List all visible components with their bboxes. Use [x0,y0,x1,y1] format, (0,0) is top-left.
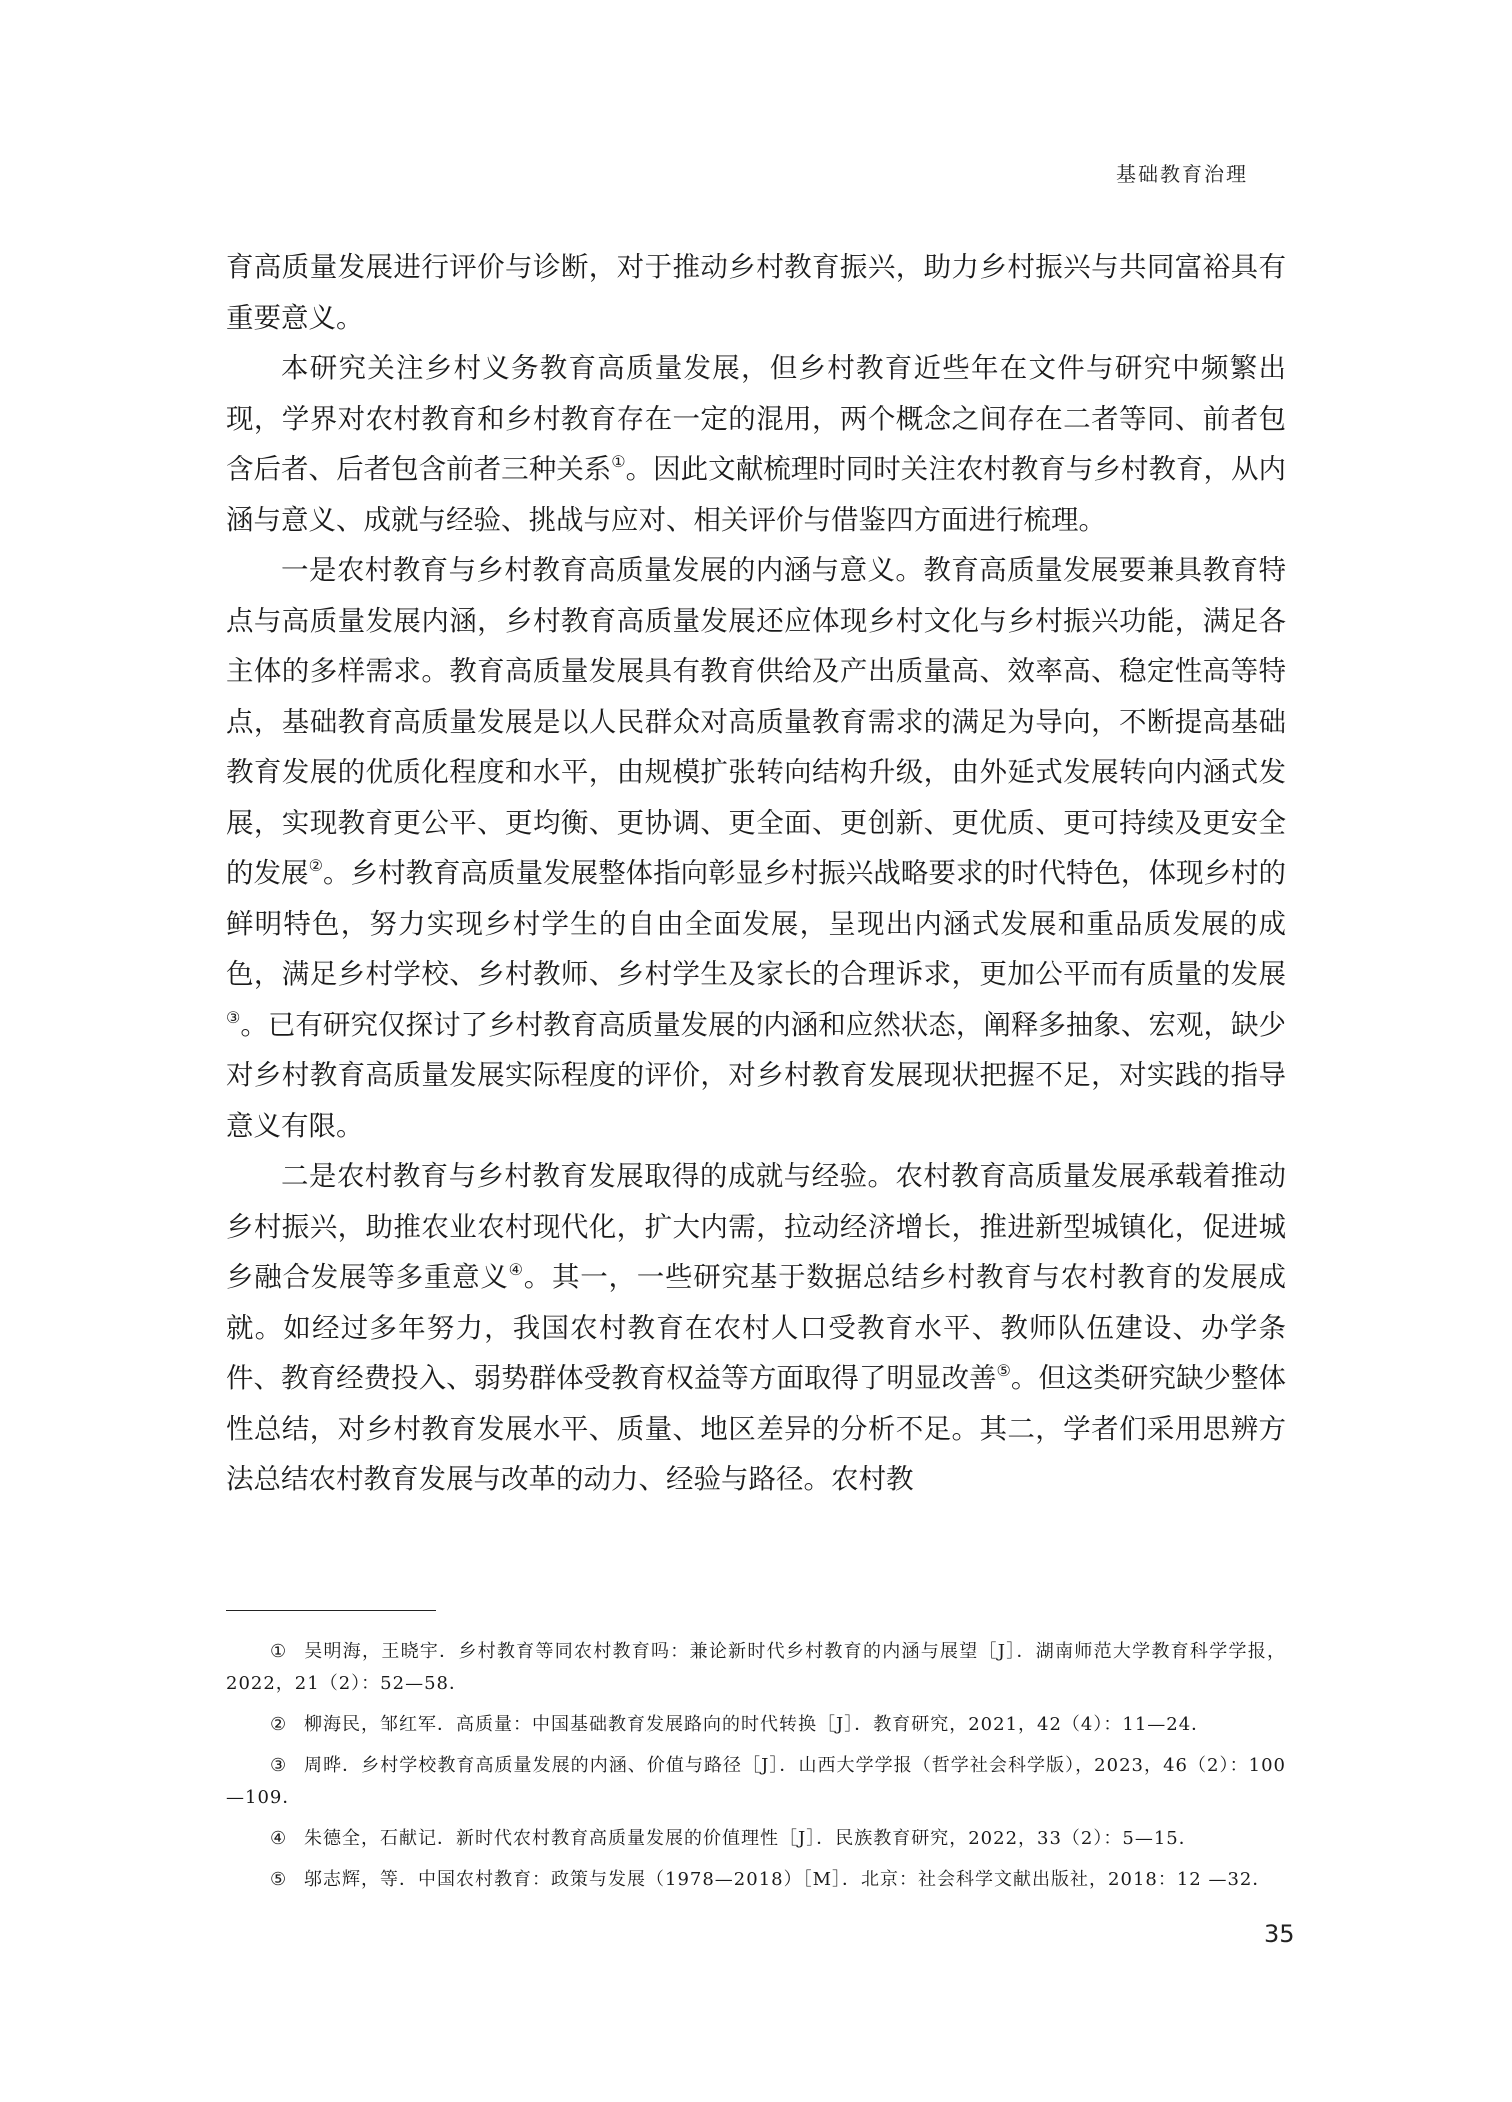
running-header: 基础教育治理 [1116,162,1248,186]
footnotes [226,1636,1286,1905]
footnote-text: 周晔．乡村学校教育高质量发展的内涵、价值与路径［J］．山西大学学报（哲学社会科学版），2023，46（2）：100—109． [226,1755,1286,1808]
paragraph-connotation [226,545,1286,1151]
body-text [226,242,1286,1505]
footnote-mark: ⑤ [270,1869,288,1890]
footnote [226,1750,1286,1814]
paragraph-text: 育高质量发展进行评价与诊断，对于推动乡村教育振兴，助力乡村振兴与共同富裕具有重要意义。 [226,251,1286,334]
footnote-divider [226,1610,436,1611]
footnote-ref[interactable]: ② [308,856,323,875]
paragraph-text: 。因此文献梳理时同时关注农村教育与乡村教育，从内涵与意义、成就与经验、挑战与应对、相关评价与借鉴四方面进行梳理。 [226,453,1287,536]
footnote [226,1823,1286,1855]
paragraph-research-scope [226,343,1286,545]
footnote-ref[interactable]: ③ [226,1007,241,1027]
footnote [226,1636,1286,1700]
paragraph-text: 二是农村教育与乡村教育发展取得的成就与经验。农村教育高质量发展承载着推动乡村振兴，助推农业农村现代化，扩大内需，拉动经济增长，推进新型城镇化，促进城乡融合发展等多重意义 [226,1160,1286,1293]
footnote-mark: ② [270,1714,288,1735]
footnote-text: 朱德全，石献记．新时代农村教育高质量发展的价值理性［J］．民族教育研究，2022，33（2）：5—15． [304,1828,1198,1849]
paragraph-text: 。乡村教育高质量发展整体指向彰显乡村振兴战略要求的时代特色，体现乡村的鲜明特色，努力实现乡村学生的自由全面发展，呈现出内涵式发展和重品质发展的成色，满足乡村学校、乡村教师、乡村学生及家长的合理诉求，更加公平而有质量的发展 [226,857,1287,990]
footnote-ref[interactable]: ④ [508,1260,524,1279]
paragraph-text: 一是农村教育与乡村教育高质量发展的内涵与意义。教育高质量发展要兼具教育特点与高质量发展内涵，乡村教育高质量发展还应体现乡村文化与乡村振兴功能，满足各主体的多样需求。教育高质量发展具有教育供给及产出质量高、效率高、稳定性高等特点，基础教育高质量发展是以人民群众对高质量教育需求的满足为导向，不断提高基础教育发展的优质化程度和水平，由规模扩张转向结构升级，由外延式发展转向内涵式发展，实现教育更公平、更均衡、更协调、更全面、更创新、更优质、更可持续及更安全的发展 [226,554,1286,889]
footnote-mark: ③ [270,1755,288,1776]
paragraph-continued [226,242,1286,343]
footnote-text: 柳海民，邹红军．高质量：中国基础教育发展路向的时代转换［J］．教育研究，2021，42（4）：11—24． [304,1714,1211,1735]
footnote [226,1864,1286,1896]
page-number: 35 [1264,1920,1295,1948]
footnote-mark: ④ [270,1828,288,1849]
footnote-ref[interactable]: ⑤ [996,1361,1011,1380]
paragraph-text: 。其一，一些研究基于数据总结乡村教育与农村教育的发展成就。如经过多年努力，我国农村教育在农村人口受教育水平、教师队伍建设、办学条件、教育经费投入、弱势群体受教育权益等方面取得了明显改善 [226,1261,1287,1394]
paragraph-achievements [226,1151,1286,1505]
paragraph-text: 。已有研究仅探讨了乡村教育高质量发展的内涵和应然状态，阐释多抽象、宏观，缺少对乡村教育高质量发展实际程度的评价，对乡村教育发展现状把握不足，对实践的指导意义有限。 [226,1008,1287,1142]
footnote-ref[interactable]: ① [611,452,626,471]
paragraph-text: 本研究关注乡村义务教育高质量发展，但乡村教育近些年在文件与研究中频繁出现，学界对农村教育和乡村教育存在一定的混用，两个概念之间存在二者等同、前者包含后者、后者包含前者三种关系 [226,352,1286,485]
paragraph-text: 。但这类研究缺少整体性总结，对乡村教育发展水平、质量、地区差异的分析不足。其二，学者们采用思辨方法总结农村教育发展与改革的动力、经验与路径。农村教 [226,1362,1287,1495]
footnote-text: 邬志辉，等．中国农村教育：政策与发展（1978—2018）［M］．北京：社会科学文献出版社，2018：12 —32． [304,1869,1272,1890]
footnote-mark: ① [270,1641,288,1662]
footnote-text: 吴明海，王晓宇．乡村教育等同农村教育吗：兼论新时代乡村教育的内涵与展望［J］．湖南师范大学教育科学学报，2022，21（2）：52—58． [226,1641,1286,1694]
footnote [226,1709,1286,1741]
